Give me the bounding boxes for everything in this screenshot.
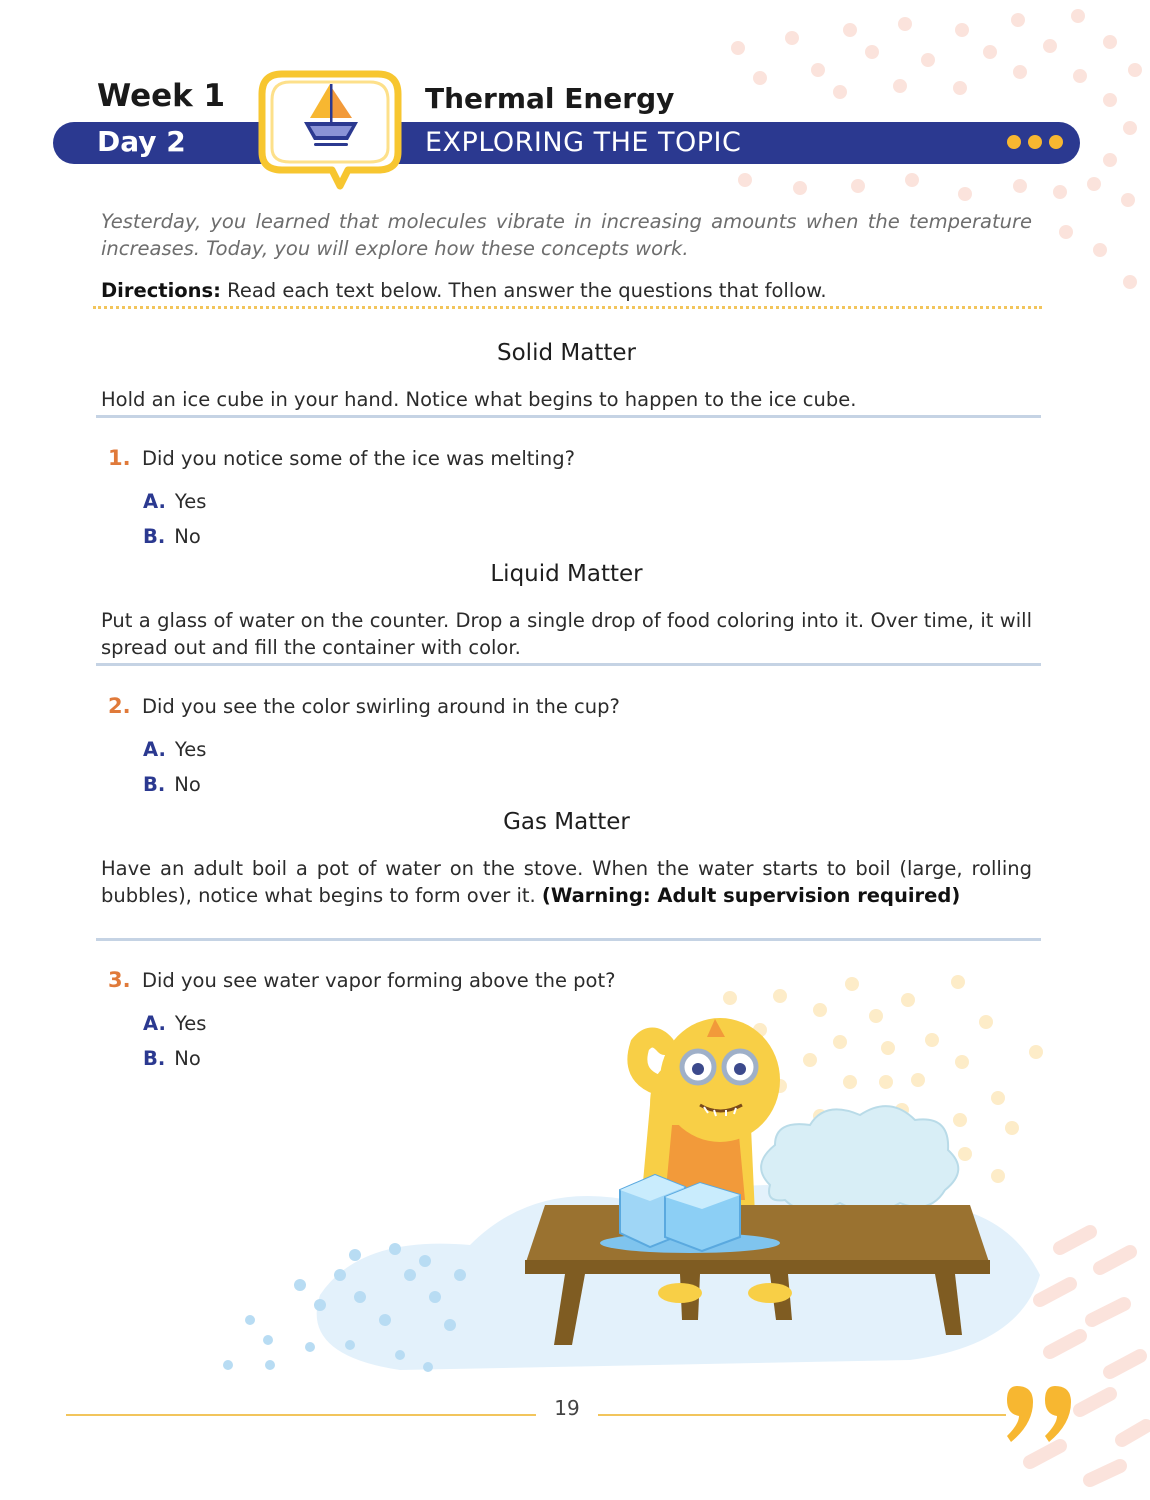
question-number: 1.: [108, 446, 131, 470]
option-text: No: [174, 1047, 201, 1070]
option-text: No: [174, 525, 201, 548]
answer-option-a[interactable]: [143, 490, 206, 513]
question: [108, 694, 620, 718]
warning-text: (Warning: Adult supervision required): [541, 884, 961, 907]
section-label: EXPLORING THE TOPIC: [425, 127, 742, 158]
page-number: 19: [554, 1396, 580, 1420]
section-text-body: Have an adult boil a pot of water on the stove. When the water starts to boil (large, rolling bubbles), notice what begins to form over it.: [101, 857, 1032, 907]
option-text: No: [174, 773, 201, 796]
answer-option-a[interactable]: [143, 1012, 206, 1035]
header-dots: [1007, 135, 1063, 149]
week-label: Week 1: [97, 78, 226, 114]
option-letter: A.: [143, 738, 166, 761]
intro-text: Yesterday, you learned that molecules vibrate in increasing amounts when the temperature increases. Today, you will explore how these concepts work.: [101, 210, 1032, 260]
section-divider: [96, 938, 1041, 941]
section-title: Gas Matter: [503, 809, 630, 835]
directions: [101, 279, 1032, 302]
answer-option-b[interactable]: [143, 525, 201, 548]
directions-label: Directions:: [101, 279, 221, 302]
answer-option-b[interactable]: [143, 1047, 201, 1070]
section-title: Liquid Matter: [490, 561, 643, 587]
question-text: Did you see the color swirling around in the cup?: [142, 695, 620, 718]
section-divider: [96, 663, 1041, 666]
option-text: Yes: [174, 738, 207, 761]
day-label: Day 2: [97, 125, 186, 158]
option-letter: A.: [143, 490, 166, 513]
question-number: 2.: [108, 694, 131, 718]
option-text: Yes: [174, 490, 207, 513]
footer-rule-left: [66, 1414, 536, 1416]
answer-option-a[interactable]: [143, 738, 206, 761]
question: [108, 446, 575, 470]
answer-option-b[interactable]: [143, 773, 201, 796]
section-text: Put a glass of water on the counter. Drop a single drop of food coloring into it. Over time, it will spread out and fill the container with color.: [101, 609, 1032, 659]
footer-rule-right: [598, 1414, 1006, 1416]
topic-title: Thermal Energy: [425, 82, 675, 115]
directions-text: Read each text below. Then answer the questions that follow.: [220, 279, 827, 302]
section-divider: [96, 415, 1041, 418]
option-text: Yes: [174, 1012, 207, 1035]
question-number: 3.: [108, 968, 131, 992]
dinosaur-illustration: [210, 975, 1060, 1385]
dotted-divider: [93, 306, 1042, 310]
section-title: Solid Matter: [497, 340, 636, 366]
section-text: [101, 855, 1032, 909]
closing-quote-icon: [1003, 1382, 1083, 1446]
question-text: Did you see water vapor forming above the pot?: [142, 969, 616, 992]
option-letter: B.: [143, 1047, 166, 1070]
section-text: Hold an ice cube in your hand. Notice what begins to happen to the ice cube.: [101, 388, 857, 411]
sailboat-icon: [254, 66, 406, 192]
option-letter: B.: [143, 773, 166, 796]
option-letter: B.: [143, 525, 166, 548]
option-letter: A.: [143, 1012, 166, 1035]
question-text: Did you notice some of the ice was melting?: [142, 447, 575, 470]
